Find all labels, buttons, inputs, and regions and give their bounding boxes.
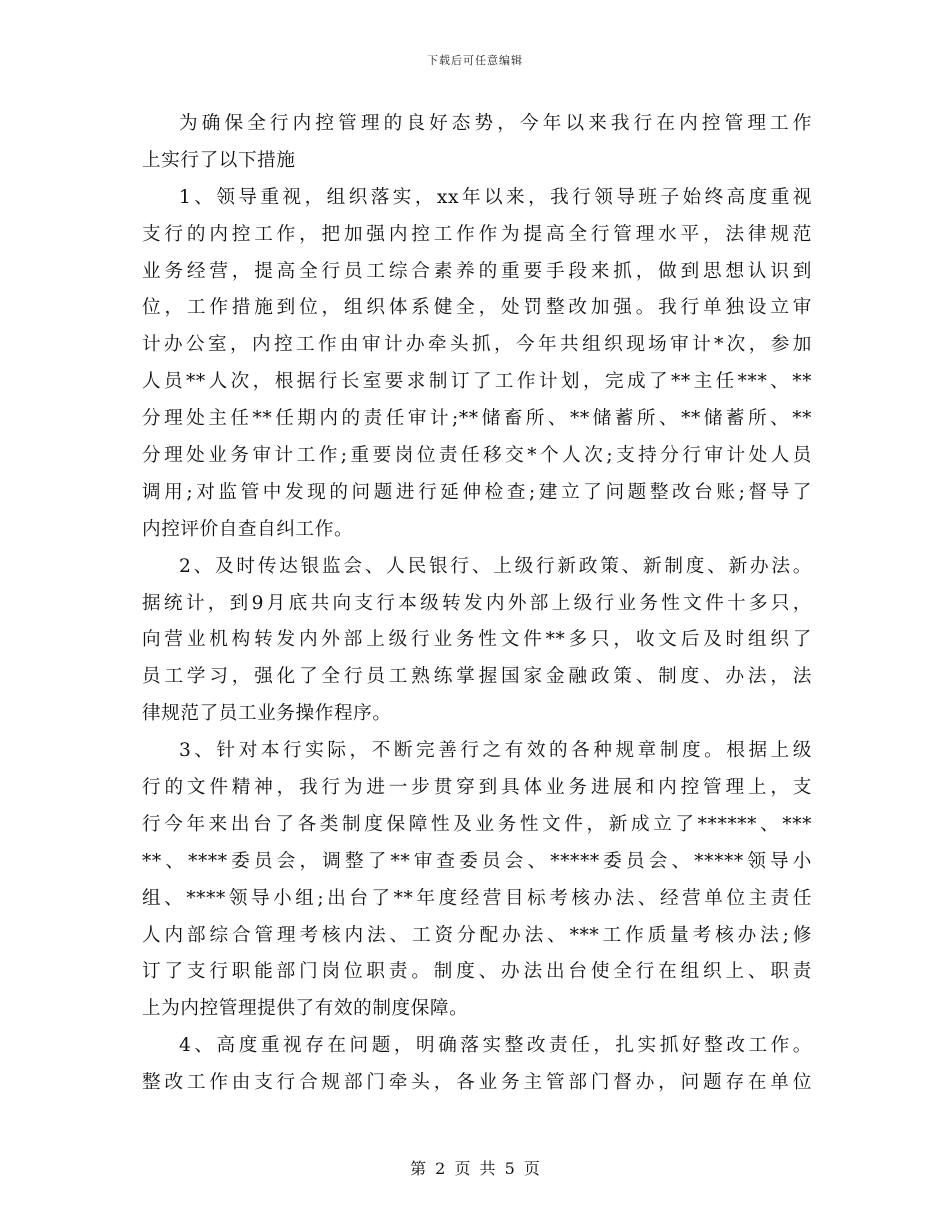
text-line: 行的文件精神，我行为进一步贯穿到具体业务进展和内控管理上，支 xyxy=(142,777,812,799)
text-line: 员工学习，强化了全行员工熟练掌握国家金融政策、制度、办法，法 xyxy=(142,666,812,688)
text-line: 订了支行职能部门岗位职责。制度、办法出台使全行在组织上、职责 xyxy=(142,961,812,983)
text-line: 内控评价自查自纠工作。 xyxy=(142,518,354,540)
text-line: 分理处主任**任期内的责任审计;**储畜所、**储蓄所、**储蓄所、** xyxy=(142,408,812,430)
text-line: 业务经营，提高全行员工综合素养的重要手段来抓，做到思想认识到 xyxy=(142,260,812,282)
paragraph-item-2 xyxy=(142,549,812,733)
page-header: 下载后可任意编辑 xyxy=(427,54,523,67)
paragraph-item-3 xyxy=(142,733,812,1028)
page-footer: 第 2 页 共 5 页 xyxy=(410,1159,540,1178)
text-line: 3、针对本行实际，不断完善行之有效的各种规章制度。根据上级 xyxy=(179,740,812,762)
text-line: 位，工作措施到位，组织体系健全，处罚整改加强。我行单独设立审 xyxy=(142,297,812,319)
text-line: 人员**人次，根据行长室要求制订了工作计划，完成了**主任***、** xyxy=(142,371,812,393)
text-line: 据统计，到9月底共向支行本级转发内外部上级行业务性文件十多只， xyxy=(142,592,812,614)
text-line: 行今年来出台了各类制度保障性及业务性文件，新成立了******、*** xyxy=(142,813,812,835)
text-line: 分理处业务审计工作;重要岗位责任移交*个人次;支持分行审计处人员 xyxy=(142,445,812,467)
paragraph-item-1 xyxy=(142,180,812,549)
text-line: 上为内控管理提供了有效的制度保障。 xyxy=(142,998,469,1020)
document-body xyxy=(142,106,812,1102)
text-line: 计办公室，内控工作由审计办牵头抓，今年共组织现场审计*次，参加 xyxy=(142,334,812,356)
text-line: 组、****领导小组;出台了**年度经营目标考核办法、经营单位主责任 xyxy=(142,887,812,909)
text-line: 调用;对监管中发现的问题进行延伸检查;建立了问题整改台账;督导了 xyxy=(142,481,812,503)
text-line: 上实行了以下措施 xyxy=(142,149,296,171)
text-line: 律规范了员工业务操作程序。 xyxy=(142,703,392,725)
text-line: 2、及时传达银监会、人民银行、上级行新政策、新制度、新办法。 xyxy=(179,555,812,577)
text-line: 4、高度重视存在问题，明确落实整改责任，扎实抓好整改工作。 xyxy=(179,1035,812,1057)
text-line: **、****委员会，调整了**审查委员会、*****委员会、*****领导小 xyxy=(142,850,812,872)
text-line: 整改工作由支行合规部门牵头，各业务主管部门督办，问题存在单位 xyxy=(142,1072,812,1094)
text-line: 1、领导重视，组织落实，xx年以来，我行领导班子始终高度重视 xyxy=(179,186,812,208)
paragraph-intro xyxy=(142,106,812,180)
text-line: 人内部综合管理考核内法、工资分配办法、***工作质量考核办法;修 xyxy=(142,924,812,946)
text-line: 向营业机构转发内外部上级行业务性文件**多只，收文后及时组织了 xyxy=(142,629,812,651)
text-line: 支行的内控工作，把加强内控工作作为提高全行管理水平，法律规范 xyxy=(142,223,812,245)
text-line: 为确保全行内控管理的良好态势，今年以来我行在内控管理工作 xyxy=(179,113,812,134)
paragraph-item-4 xyxy=(142,1028,812,1102)
